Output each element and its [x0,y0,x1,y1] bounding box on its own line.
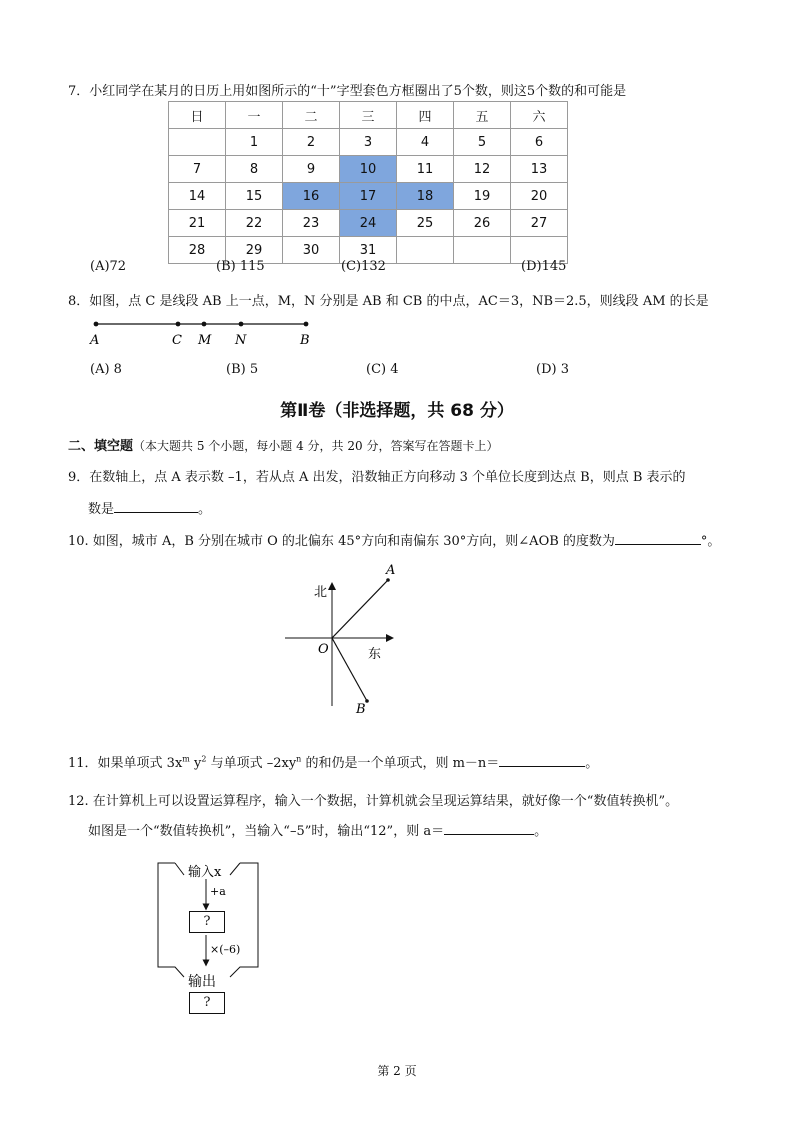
calendar-cell: 16 [283,183,340,210]
q7-option-c: (C)132 [341,259,386,274]
flow-output: 输出 [188,974,216,990]
calendar-cell: 9 [283,156,340,183]
page-number: 第 2 页 [377,1064,417,1078]
point-a-label: A [90,333,100,348]
calendar-table [168,101,568,264]
calendar-cell: 1 [226,129,283,156]
q10-text: 10. 如图，城市 A，B 分别在城市 O 的北偏东 45°方向和南偏东 30°方向，则∠AOB 的度数为 [68,534,615,549]
q9-answer-blank [114,500,198,513]
q10-suffix: °。 [700,534,721,549]
q11-exp-2: 2 [201,754,207,764]
segment-diagram [84,314,324,348]
calendar-cell: 17 [340,183,397,210]
point-b-label: B [300,333,310,348]
calendar-header-cell: 四 [397,102,454,129]
calendar-row [169,129,568,156]
calendar-cell: 8 [226,156,283,183]
flow-box-2: ? [189,992,225,1014]
point-c-label: C [172,333,182,348]
point-m-dot [202,322,207,327]
q11-exp-m: m [182,754,190,764]
q7-text: 7．小红同学在某月的日历上用如图所示的“十”字型套色方框圈出了5个数，则这5个数的和可能是 [68,84,627,99]
loop-right [230,863,258,977]
q8-option-a: (A) 8 [90,362,122,377]
calendar-cell: 28 [169,237,226,264]
calendar-cell: 24 [340,210,397,237]
east-label: 东 [368,647,382,662]
q7-option-a: (A)72 [90,259,127,274]
calendar-cell: 7 [169,156,226,183]
q11-rest: 的和仍是一个单项式，则 m－n＝ [301,756,500,771]
calendar-cell [454,237,511,264]
point-a-dot-10 [386,578,390,582]
flow-step1: +a [210,885,226,898]
fill-note: （本大题共 5 个小题，每小题 4 分，共 20 分，答案写在答题卡上） [133,439,499,453]
point-n-label: N [235,333,247,348]
calendar-header-cell: 六 [511,102,568,129]
q11-answer-blank [499,754,585,767]
calendar-cell: 2 [283,129,340,156]
calendar-header-cell: 一 [226,102,283,129]
calendar-row [169,183,568,210]
q7-option-b: (B) 115 [216,259,265,274]
q7-option-d: (D)145 [521,259,567,274]
calendar-header-cell: 五 [454,102,511,129]
q12-text: 如图是一个“数值转换机”，当输入“–5”时，输出“12”，则 a＝ [88,824,445,839]
calendar-header-cell: 三 [340,102,397,129]
calendar-row [169,156,568,183]
calendar-cell: 15 [226,183,283,210]
fill-heading-line [68,435,498,454]
q12-answer-blank [444,822,534,835]
q8-option-c: (C) 4 [366,362,399,377]
calendar-cell: 27 [511,210,568,237]
direction-diagram [280,556,420,721]
flow-step2: ×(–6) [210,943,241,956]
calendar-cell: 3 [340,129,397,156]
calendar-cell: 12 [454,156,511,183]
q12-line1: 12. 在计算机上可以设置运算程序，输入一个数据，计算机就会呈现运算结果，就好像一个“数值转换机”。 [68,794,679,809]
calendar-cell: 14 [169,183,226,210]
q10-line [68,530,720,549]
point-b-dot-10 [365,699,369,703]
q8-text: 8．如图，点 C 是线段 AB 上一点，M，N 分别是 AB 和 CB 的中点，AC＝3，NB＝2.5，则线段 AM 的长是 [68,294,709,309]
q9-prefix: 数是 [88,502,115,517]
calendar-header-cell: 二 [283,102,340,129]
calendar-cell: 6 [511,129,568,156]
q12-suffix: 。 [534,824,548,839]
point-a-label-10: A [386,563,396,578]
calendar-cell: 19 [454,183,511,210]
calendar-cell: 29 [226,237,283,264]
calendar-cell [169,129,226,156]
calendar-cell: 11 [397,156,454,183]
fill-heading: 二、填空题 [68,439,134,454]
section-title: 第Ⅱ卷（非选择题，共 68 分） [280,401,514,421]
q11-line [68,752,598,771]
calendar-cell: 13 [511,156,568,183]
q11-mid: 与单项式 –2xy [206,756,297,771]
q8-option-b: (B) 5 [226,362,259,377]
calendar-cell: 20 [511,183,568,210]
point-b-label-10: B [356,702,366,717]
ray-oa [332,580,388,638]
ray-ob [332,638,367,701]
calendar-cell [397,237,454,264]
calendar-cell: 23 [283,210,340,237]
point-m-label: M [198,333,212,348]
calendar-cell: 21 [169,210,226,237]
point-b-dot [304,322,309,327]
q12-line2 [88,820,547,839]
calendar-header-cell: 日 [169,102,226,129]
calendar-cell: 10 [340,156,397,183]
q9-line2 [88,498,211,517]
calendar-cell: 5 [454,129,511,156]
q10-answer-blank [615,532,701,545]
q11-prefix: 11．如果单项式 3x [68,756,183,771]
q9-suffix: 。 [198,502,212,517]
q11-y: y [189,756,202,771]
point-c-dot [176,322,181,327]
q11-suffix: 。 [585,756,599,771]
q9-line1: 9．在数轴上，点 A 表示数 –1，若从点 A 出发，沿数轴正方向移动 3 个单位长度到达点 B，则点 B 表示的 [68,470,686,485]
q11-exp-n: n [296,754,302,764]
calendar-cell: 31 [340,237,397,264]
calendar-cell: 22 [226,210,283,237]
calendar-header-row [169,102,568,129]
calendar-cell: 4 [397,129,454,156]
origin-label: O [318,642,329,657]
loop-left [158,863,184,977]
point-a-dot [94,322,99,327]
point-n-dot [239,322,244,327]
calendar-cell: 26 [454,210,511,237]
flow-input: 输入x [188,865,222,880]
calendar-row [169,210,568,237]
q8-option-d: (D) 3 [536,362,569,377]
flow-box-1: ? [189,911,225,933]
calendar-cell: 18 [397,183,454,210]
calendar-cell: 30 [283,237,340,264]
calendar-cell: 25 [397,210,454,237]
north-label: 北 [314,585,328,600]
